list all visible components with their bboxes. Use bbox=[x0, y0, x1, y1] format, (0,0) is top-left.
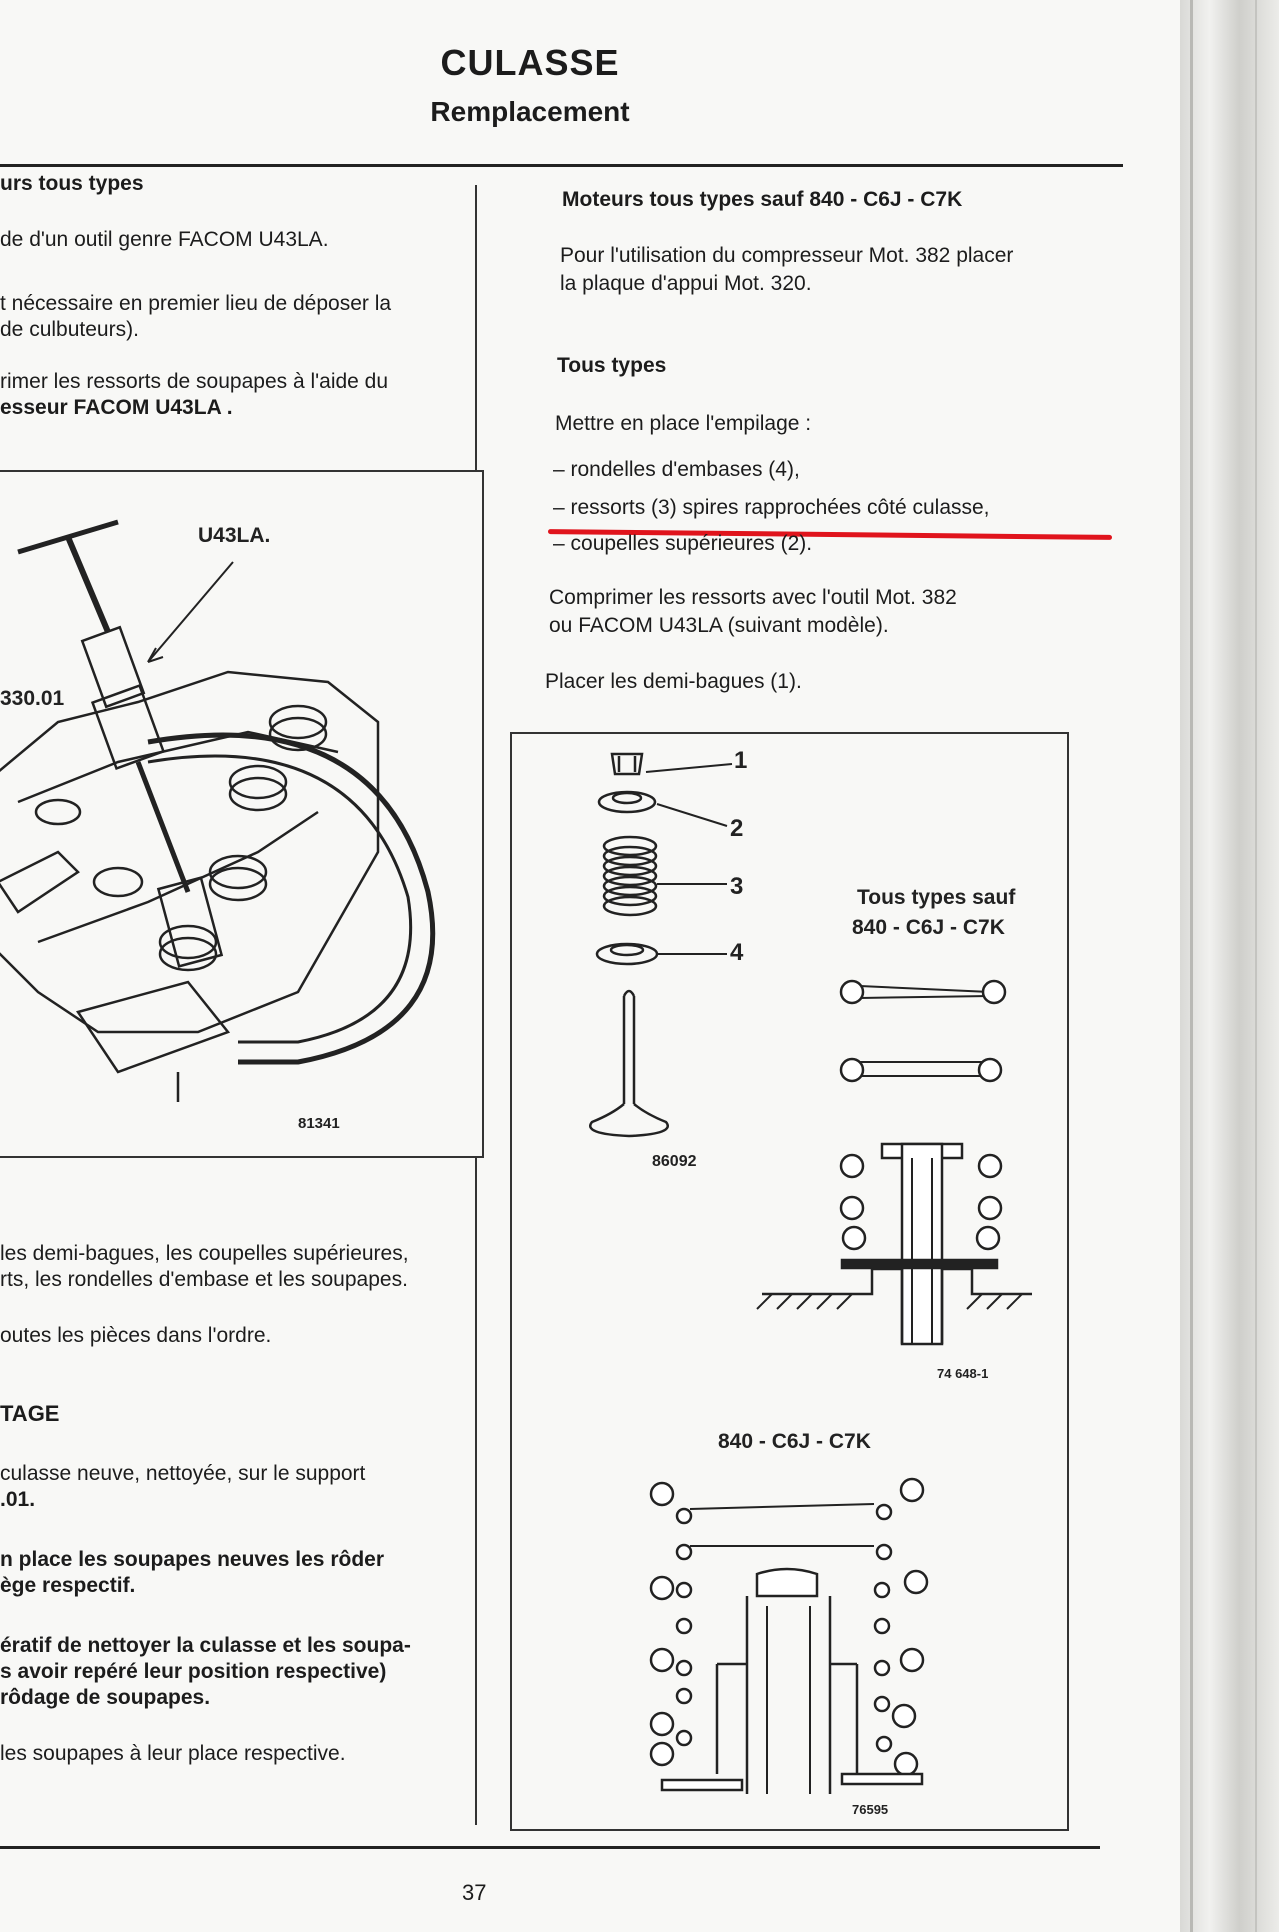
left-para-6-line-1: culasse neuve, nettoyée, sur le support bbox=[0, 1462, 366, 1485]
left-para-7-line-2: ège respectif. bbox=[0, 1574, 136, 1597]
left-para-2-line-1: t nécessaire en premier lieu de déposer la bbox=[0, 292, 392, 315]
right-para-3-line-1: Comprimer les ressorts avec l'outil Mot. 382 bbox=[549, 586, 957, 609]
stack-item-springs: – ressorts (3) spires rapprochées côté culasse, bbox=[553, 496, 990, 519]
page-subtitle: Remplacement bbox=[430, 96, 630, 127]
right-para-2: Mettre en place l'empilage : bbox=[555, 412, 812, 435]
spring-figure-2-number: 76595 bbox=[852, 1802, 889, 1817]
right-para-1-line-2: la plaque d'appui Mot. 320. bbox=[560, 272, 812, 295]
spring-figure-1-number: 74 648-1 bbox=[937, 1366, 989, 1381]
left-para-7-line-1: n place les soupapes neuves les rôder bbox=[0, 1548, 384, 1571]
left-para-8-line-2: s avoir repéré leur position respective) bbox=[0, 1660, 387, 1683]
page-number: 37 bbox=[462, 1880, 487, 1905]
figure-1-number: 81341 bbox=[298, 1115, 340, 1132]
right-para-1-line-1: Pour l'utilisation du compresseur Mot. 382 placer bbox=[560, 244, 1014, 267]
support-label: 330.01 bbox=[0, 687, 65, 710]
right-heading-1: Moteurs tous types sauf 840 - C6J - C7K bbox=[562, 188, 963, 211]
bottom-rule bbox=[0, 1846, 1100, 1849]
page-title: CULASSE bbox=[440, 42, 620, 83]
left-para-3-line-1: rimer les ressorts de soupapes à l'aide du bbox=[0, 370, 389, 393]
binder-edge bbox=[1180, 0, 1279, 1932]
left-heading: urs tous types bbox=[0, 172, 144, 195]
left-para-3-line-2: esseur FACOM U43LA . bbox=[0, 396, 233, 419]
left-section-heading: TAGE bbox=[0, 1401, 60, 1426]
stack-item-cups: – coupelles supérieures (2). bbox=[553, 532, 813, 555]
right-para-3-line-2: ou FACOM U43LA (suivant modèle). bbox=[549, 614, 889, 637]
left-para-6-line-2: .01. bbox=[0, 1488, 36, 1511]
compressor-figure bbox=[0, 470, 484, 1158]
left-para-4-line-1: les demi-bagues, les coupelles supérieures, bbox=[0, 1242, 409, 1265]
valve-assembly-figure bbox=[510, 732, 1069, 1831]
left-para-1: de d'un outil genre FACOM U43LA. bbox=[0, 228, 329, 251]
binder-fold-line-2 bbox=[1255, 0, 1257, 1932]
part-label-2: 2 bbox=[730, 815, 744, 842]
right-para-4: Placer les demi-bagues (1). bbox=[545, 670, 802, 693]
tool-label: U43LA. bbox=[198, 524, 271, 547]
part-label-1: 1 bbox=[734, 747, 748, 774]
right-heading-2: Tous types bbox=[557, 354, 667, 377]
left-para-2-line-2: de culbuteurs). bbox=[0, 318, 139, 341]
part-label-3: 3 bbox=[730, 873, 744, 900]
stack-item-washers: – rondelles d'embases (4), bbox=[553, 458, 800, 481]
valve-figure-number: 86092 bbox=[652, 1153, 697, 1170]
caption-tous-types-line-2: 840 - C6J - C7K bbox=[852, 916, 1005, 939]
left-para-5: outes les pièces dans l'ordre. bbox=[0, 1324, 272, 1347]
part-label-4: 4 bbox=[730, 939, 744, 966]
left-para-9: les soupapes à leur place respective. bbox=[0, 1742, 346, 1765]
valve-assembly-drawing bbox=[512, 734, 1067, 1829]
left-para-8-line-1: ératif de nettoyer la culasse et les soupa- bbox=[0, 1634, 411, 1657]
caption-tous-types-line-1: Tous types sauf bbox=[857, 886, 1016, 909]
left-para-8-line-3: rôdage de soupapes. bbox=[0, 1686, 211, 1709]
caption-840-c6j-c7k: 840 - C6J - C7K bbox=[718, 1430, 871, 1453]
left-para-4-line-2: rts, les rondelles d'embase et les soupapes. bbox=[0, 1268, 408, 1291]
binder-fold-line bbox=[1190, 0, 1193, 1932]
top-rule bbox=[0, 164, 1123, 167]
valve-spring-compressor-drawing bbox=[0, 472, 482, 1156]
